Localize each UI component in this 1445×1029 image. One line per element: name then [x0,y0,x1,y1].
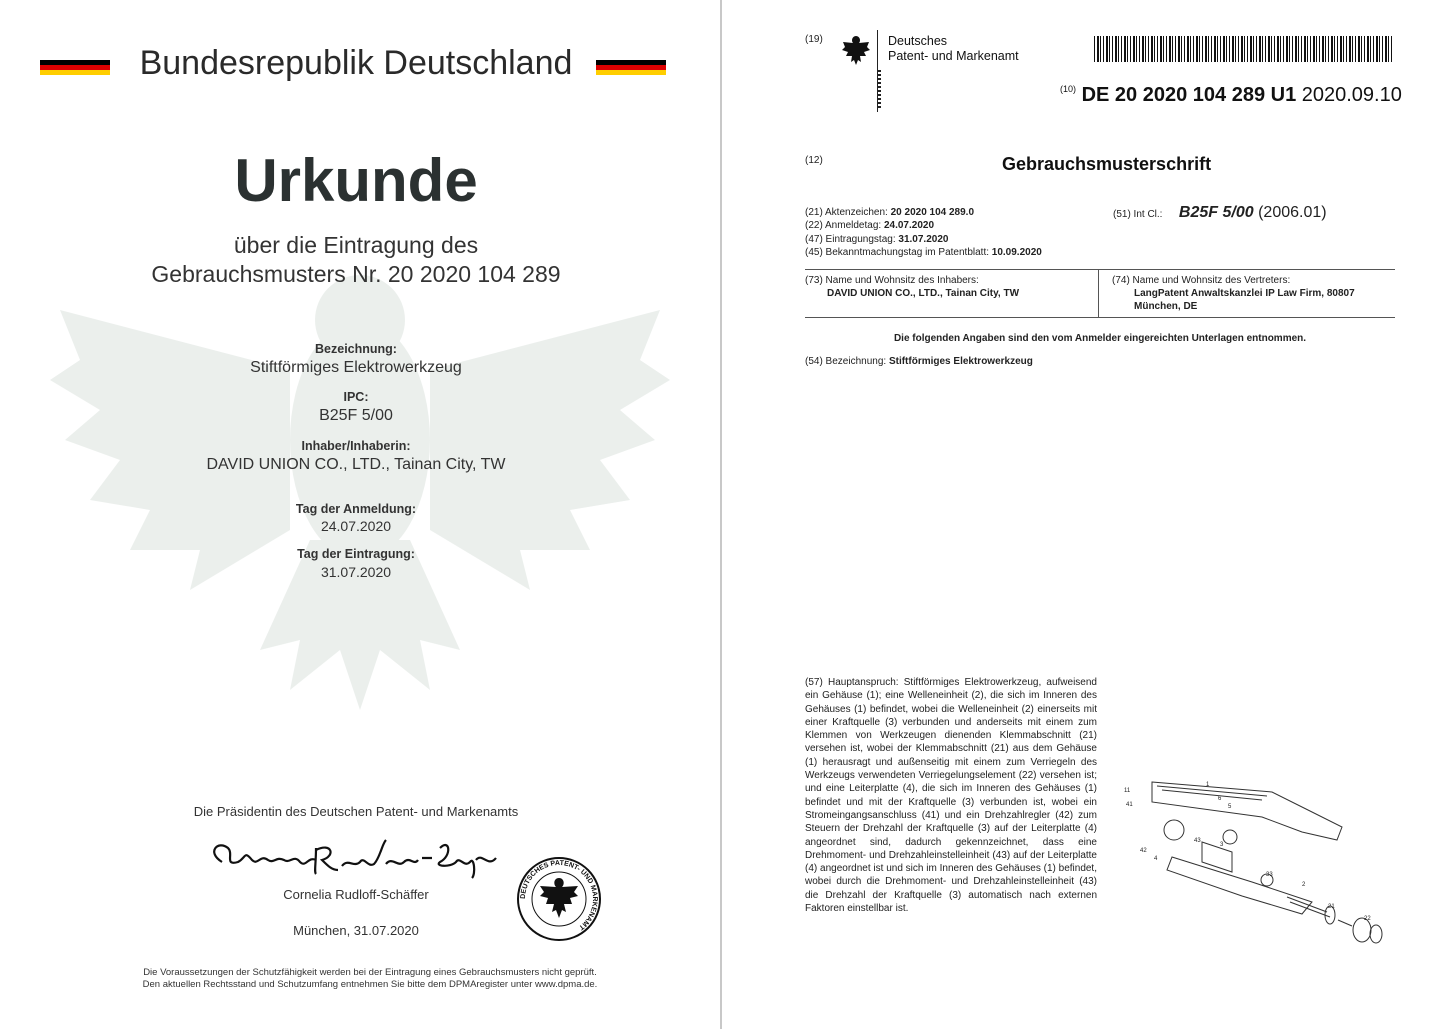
eintragungstag-value: 31.07.2020 [898,233,949,245]
holder-label: (73) Name und Wohnsitz des Inhabers: [805,275,979,286]
handwritten-signature [204,834,504,880]
footnote-line-2: Den aktuellen Rechtsstand und Schutzumfang entnehmen Sie bitte dem DPMAregister unter www.dpma.de. [142,979,598,990]
drawing-label: 3 [1220,842,1224,848]
seal-eagle-icon [516,856,602,942]
certificate-subtitle-2: Gebrauchsmusters Nr. 20 2020 104 289 [151,261,561,287]
bezeichnung-value: Stiftförmiges Elektrowerkzeug [888,356,1033,367]
drawing-label: 42 [1140,848,1147,854]
box-bottom-rule [805,317,1395,318]
drawing-label: 5 [1228,804,1232,810]
federal-eagle-icon [841,34,871,66]
box-top-rule [805,269,1395,270]
drawing-label: 11 [1124,788,1131,794]
certificate-page [0,0,720,1029]
country-title: Bundesrepublik Deutschland [139,44,573,82]
inid-12: (12) [805,155,823,166]
official-seal [516,856,602,942]
signature-drawing [204,834,504,880]
intcl-version: (2006.01) [1258,204,1327,221]
aktenzeichen-label: (21) Aktenzeichen: [805,207,888,218]
drawing-label: 41 [1126,802,1133,808]
registration-date-label: Tag der Eintragung: [297,547,415,561]
rep-value-1: LangPatent Anwaltskanzlei IP Law Firm, 80807 [1134,288,1355,299]
president-line: Die Präsidentin des Deutschen Patent- und Markenamts [193,804,519,819]
drawing-label: 43 [1194,838,1201,844]
drawing-label: 4 [1154,856,1158,862]
drawing-label: 6 [1218,796,1222,802]
filing-date-value: 24.07.2020 [320,518,392,534]
drawing-label: 21 [1328,904,1335,910]
eagle-watermark [40,250,680,720]
office-line-2: Patent- und Markenamt [888,49,1019,63]
inid-19: (19) [805,34,823,45]
seal-text: DEUTSCHES PATENT- UND MARKENAMT [519,859,599,931]
barcode [1094,36,1394,62]
claim-label: (57) Hauptanspruch: [805,677,899,688]
footnote-line-1: Die Voraussetzungen der Schutzfähigkeit werden bei der Eintragung eines Gebrauchsmusters nicht geprüft. [143,967,597,978]
document-type: Gebrauchsmusterschrift [1002,154,1212,174]
holder-value: DAVID UNION CO., LTD., Tainan City, TW [827,288,1020,299]
claim-text: Stiftförmiges Elektrowerkzeug, aufweisend ein Gehäuse (1); eine Welleneinheit (2), die sich im Inneren des Gehäuses (1) befindet, wobei die Welleneinheit (2) einerseits mit einer Kraftquelle (3) verbunden und anderseits mit einem zum Klemmen von Werkzeugen dienenden Klemmabschnitt (21) versehen ist, wobei der Klemmabschnitt (21) aus dem Gehäuse (1) herausragt und außenseitig mit einem zum Verriegeln des Werkzeugs verwendeten Verriegelungselement (22) versehen ist; und eine Leiterplatte (4), die sich im Inneren des Gehäuses (1) befindet und mit der Kraftquelle (3) verbunden ist, wobei ein Stromeingangsanschluss (41) und ein Drehzahlregler (42) zum Steuern der Drehzahl der Kraftquelle (3) auf der Leiterplatte (4) angeordnet sind, dadurch gekennzeichnet, dass eine Drehmoment- und Drehzahleinstelleinheit (43) auf der Leiterplatte (4) angeordnet ist und sich im Inneren des Gehäuses (1) befindet, wobei durch die Drehmoment- und Drehzahleinstelleinheit (43) die Drehzahl der Kraftquelle (3) automatisch nach externen Faktoren einstellbar ist. [805,677,1097,915]
rep-value-2: München, DE [1134,301,1198,312]
publication-number-line [1060,84,1402,107]
signer-name: Cornelia Rudloff-Schäffer [283,887,429,902]
rep-label: (74) Name und Wohnsitz des Vertreters: [1112,275,1291,286]
filing-date-label: Tag der Anmeldung: [295,502,417,516]
designation-label: Bezeichnung: [315,342,397,356]
registration-date-value: 31.07.2020 [320,564,392,580]
place-date: München, 31.07.2020 [293,923,419,938]
certificate-subtitle-1: über die Eintragung des [233,232,479,258]
aktenzeichen-value: 20 2020 104 289.0 [890,207,975,218]
eintragungstag-label: (47) Eintragungstag: [805,233,896,245]
drawing-label: 22 [1364,916,1371,922]
office-line-1: Deutsches [888,34,948,48]
owner-value: DAVID UNION CO., LTD., Tainan City, TW [206,456,506,473]
drawing-label: 33 [1266,872,1273,878]
designation-value: Stiftförmiges Elektrowerkzeug [250,359,462,376]
intcl-label: (51) Int Cl.: [1113,209,1163,220]
bekanntmachung-value: 10.09.2020 [991,247,1042,259]
certificate-title: Urkunde [234,147,478,214]
publication-number: DE 20 2020 104 289 U1 [1081,84,1297,106]
owner-label: Inhaber/Inhaberin: [301,439,411,453]
notice: Die folgenden Angaben sind den vom Anmelder eingereichten Unterlagen entnommen. [893,333,1307,344]
main-claim [805,676,1097,915]
int-cl [1113,204,1327,222]
intcl-value: B25F 5/00 [1178,204,1254,221]
drawing-labels [1116,780,1406,940]
bezeichnung [805,356,1033,367]
drawing-label: 2 [1302,882,1306,888]
anmeldetag-value: 24.07.2020 [883,220,935,232]
bibliographic-data [805,206,1042,260]
drawing-label: 1 [1206,782,1210,788]
ipc-label: IPC: [343,390,369,404]
logo-stripe [878,70,881,110]
box-mid-rule [1098,269,1099,317]
anmeldetag-label: (22) Anmeldetag: [805,220,882,232]
inid-10: (10) [1060,84,1077,94]
bezeichnung-label: (54) Bezeichnung: [805,356,887,367]
publication-page [724,0,1445,1029]
office-name [888,34,1019,64]
representative-block [1112,274,1355,313]
holder-block [805,274,1019,300]
bekanntmachung-label: (45) Bekanntmachungstag im Patentblatt: [805,247,989,259]
publication-date: 2020.09.10 [1301,84,1402,106]
page-divider [720,0,722,1029]
ipc-value: B25F 5/00 [319,407,393,424]
